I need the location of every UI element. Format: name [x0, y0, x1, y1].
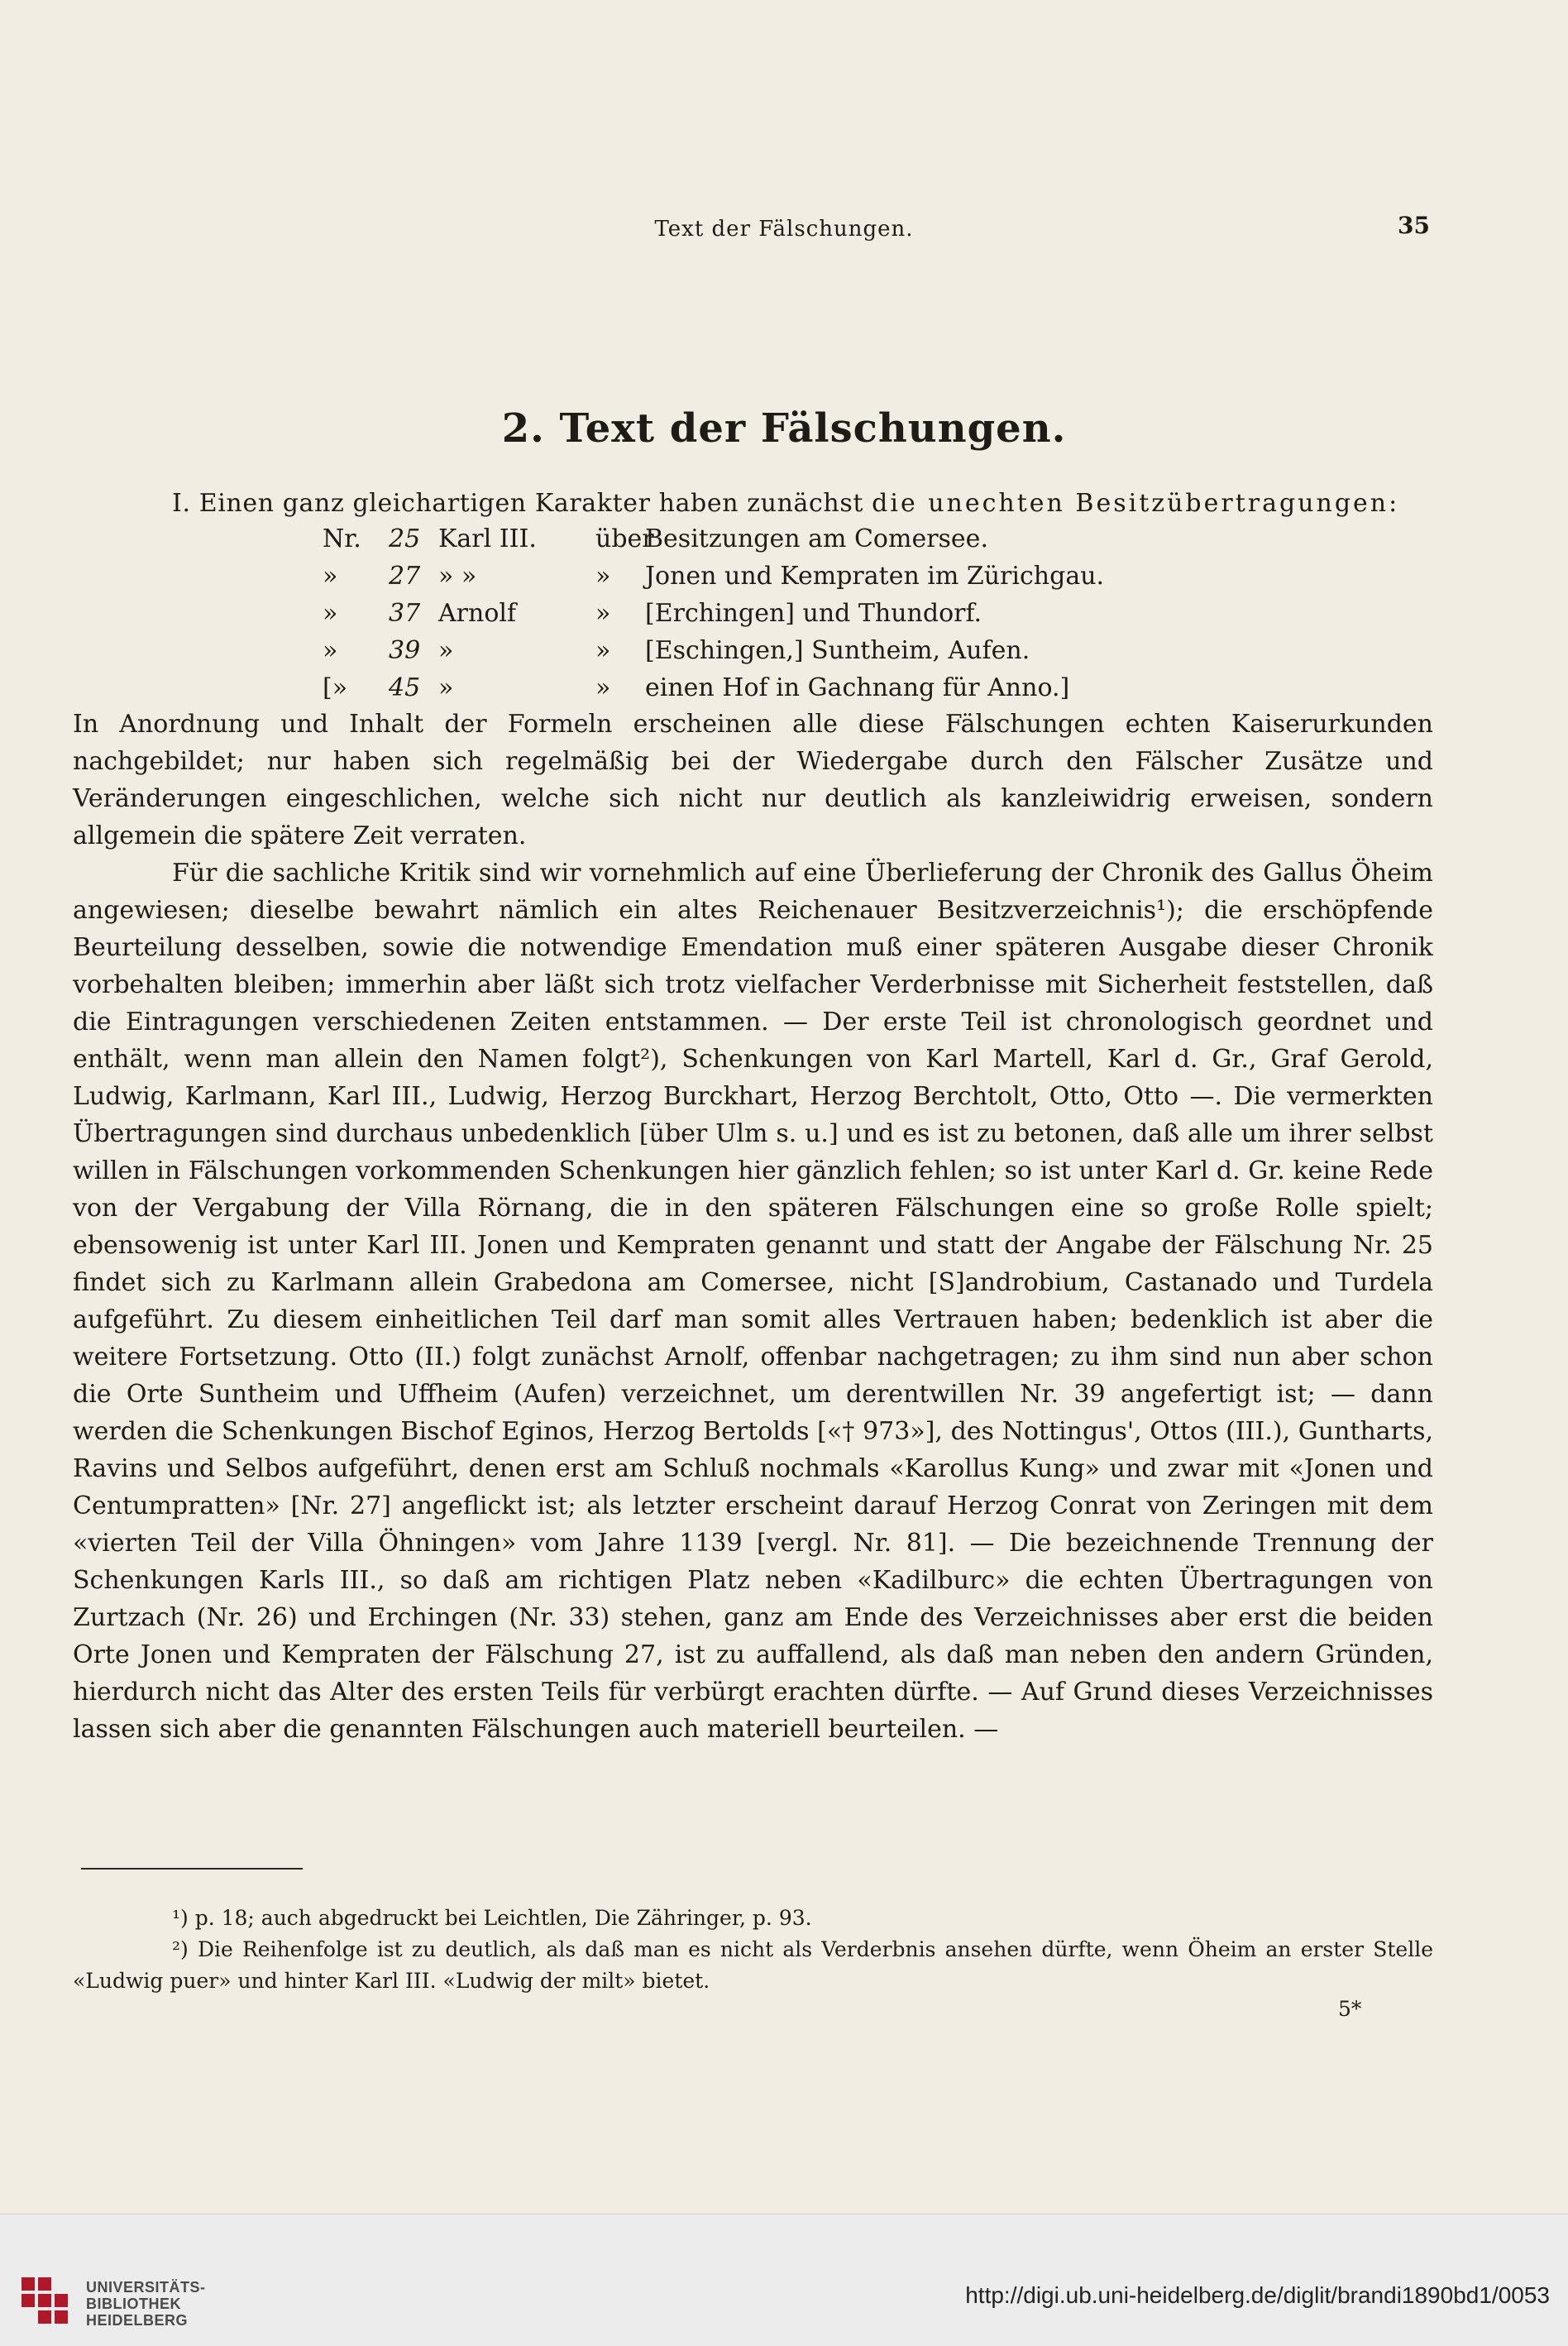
footnote-divider [81, 1868, 303, 1870]
charter-prefix: » [323, 636, 338, 665]
intro-lead-text: I. Einen ganz gleichartigen Karakter haben zunächst [172, 489, 863, 518]
charter-row [323, 669, 1232, 706]
paragraph: In Anordnung und Inhalt der Formeln erscheinen alle diese Fälschungen echten Kaiserurkunden nachgebildet; nur haben sich regelmäßig bei der Wiedergabe durch den Fälscher Zusätze und Veränderungen eingeschlichen, welche sich nicht nur deutlich als kanzleiwidrig erweisen, sondern allgemein die spätere Zeit verraten. [73, 710, 1433, 850]
charter-place: Besitzungen am Comersee. [645, 524, 988, 553]
charter-list [323, 520, 1232, 706]
charter-verb: » [595, 673, 611, 702]
intro-lead-spaced: die unechten Besitzübertragungen: [872, 489, 1400, 518]
charter-place: [Eschingen,] Suntheim, Aufen. [645, 636, 1030, 665]
charter-number: 37 [389, 599, 421, 628]
paragraph: Für die sachliche Kritik sind wir vornehmlich auf eine Überlieferung der Chronik des Gallus Öheim angewiesen; dieselbe bewahrt nämlich ein altes Reichenauer Besitzverzeichnis¹); die erschöpfende Beurteilung desselben, sowie die notwendige Emendation muß einer späteren Ausgabe dieser Chronik vorbehalten bleiben; immerhin aber läßt sich trotz vielfacher Verderbnisse mit Sicherheit feststellen, daß die Eintragungen verschiedenen Zeiten entstammen. — Der erste Teil ist chronologisch geordnet und enthält, wenn man allein den Namen folgt²), Schenkungen von Karl Martell, Karl d. Gr., Graf Gerold, Ludwig, Karlmann, Karl III., Ludwig, Herzog Burckhart, Herzog Berchtolt, Otto, Otto —. Die vermerkten Übertragungen sind durchaus unbedenklich [über Ulm s. u.] und es ist zu betonen, daß alle um ihrer selbst willen in Fälschungen vorkommenden Schenkungen hier gänzlich fehlen; so ist unter Karl d. Gr. keine Rede von der Vergabung der Villa Rörnang, die in den späteren Fälschungen eine so große Rolle spielt; ebensowenig ist unter Karl III. Jonen und Kempraten genannt und statt der Angabe der Fälschung Nr. 25 findet sich zu Karlmann allein Grabedona am Comersee, nicht [S]androbium, Castanado und Turdela aufgeführt. Zu diesem einheitlichen Teil darf man somit alles Vertrauen haben; bedenklich ist aber die weitere Fortsetzung. Otto (II.) folgt zunächst Arnolf, offenbar nachgetragen; zu ihm sind nun aber schon die Orte Suntheim und Uffheim (Aufen) verzeichnet, um derentwillen Nr. 39 angefertigt ist; — dann werden die Schenkungen Bischof Eginos, Herzog Bertolds [«† 973»], des Nottingus', Ottos (III.), Guntharts, Ravins und Selbos aufgeführt, denen erst am Schluß nochmals «Karollus Kung» und zwar mit «Jonen und Centumpratten» [Nr. 27] angeflickt ist; als letzter erscheint darauf Herzog Conrat von Zeringen mit dem «vierten Teil der Villa Öhningen» vom Jahre 1139 [vergl. Nr. 81]. — Die bezeichnende Trennung der Schenkungen Karls III., so daß am richtigen Platz neben «Kadilburc» die echten Übertragungen von Zurtzach (Nr. 26) und Erchingen (Nr. 33) stehen, ganz am Ende des Verzeichnisses aber erst die beiden Orte Jonen und Kempraten der Fälschung 27, ist zu auffallend, als daß man neben den andern Gründen, hierdurch nicht das Alter des ersten Teils für verbürgt erachten dürfte. — Auf Grund dieses Verzeichnisses lassen sich aber die genannten Fälschungen auch materiell beurteilen. — [73, 859, 1433, 1744]
charter-number: 39 [389, 636, 421, 665]
body-text [73, 706, 1433, 1748]
page-number: 35 [1398, 212, 1430, 239]
charter-issuer: » [438, 673, 454, 702]
footnotes [73, 1903, 1433, 1997]
charter-prefix: Nr. [323, 524, 361, 553]
footnote: ¹) p. 18; auch abgedruckt bei Leichtlen, Die Zähringer, p. 93. [172, 1906, 812, 1930]
charter-verb: » [595, 636, 611, 665]
university-library-logo-icon [18, 2274, 71, 2327]
signature-mark: 5* [1338, 1997, 1362, 2021]
charter-prefix: [» [323, 673, 348, 702]
charter-place: [Erchingen] und Thundorf. [645, 599, 982, 628]
charter-number: 45 [389, 673, 421, 702]
charter-prefix: » [323, 562, 338, 591]
charter-issuer: Karl III. [438, 524, 537, 553]
charter-number: 27 [389, 562, 421, 591]
charter-place: Jonen und Kempraten im Zürichgau. [645, 562, 1105, 591]
charter-issuer: » [438, 636, 454, 665]
charter-prefix: » [323, 599, 338, 628]
charter-issuer: » » [438, 562, 477, 591]
library-name-line: BIBLIOTHEK [86, 2296, 181, 2312]
charter-issuer: Arnolf [438, 599, 517, 628]
running-head: Text der Fälschungen. [654, 217, 914, 242]
source-url-link[interactable]: http://digi.ub.uni-heidelberg.de/diglit/brandi1890bd1/0053 [965, 2282, 1550, 2308]
library-name-line: UNIVERSITÄTS- [86, 2279, 206, 2296]
charter-verb: » [595, 562, 611, 591]
charter-place: einen Hof in Gachnang für Anno.] [645, 673, 1070, 702]
charter-row [323, 558, 1232, 595]
charter-row [323, 632, 1232, 669]
intro-line [73, 485, 1433, 522]
footer-bar [0, 2214, 1568, 2346]
library-name [86, 2279, 206, 2329]
charter-row [323, 595, 1232, 632]
charter-row [323, 520, 1232, 558]
library-name-line: HEIDELBERG [86, 2312, 189, 2329]
footnote: ²) Die Reihenfolge ist zu deutlich, als daß man es nicht als Verderbnis ansehen dürfte, wenn Öheim an erster Stelle «Ludwig puer» und hinter Karl III. «Ludwig der milt» bietet. [73, 1937, 1433, 1993]
section-heading: 2. Text der Fälschungen. [501, 405, 1067, 452]
charter-number: 25 [389, 524, 421, 553]
charter-verb: » [595, 599, 611, 628]
charter-verb: über [595, 524, 654, 553]
